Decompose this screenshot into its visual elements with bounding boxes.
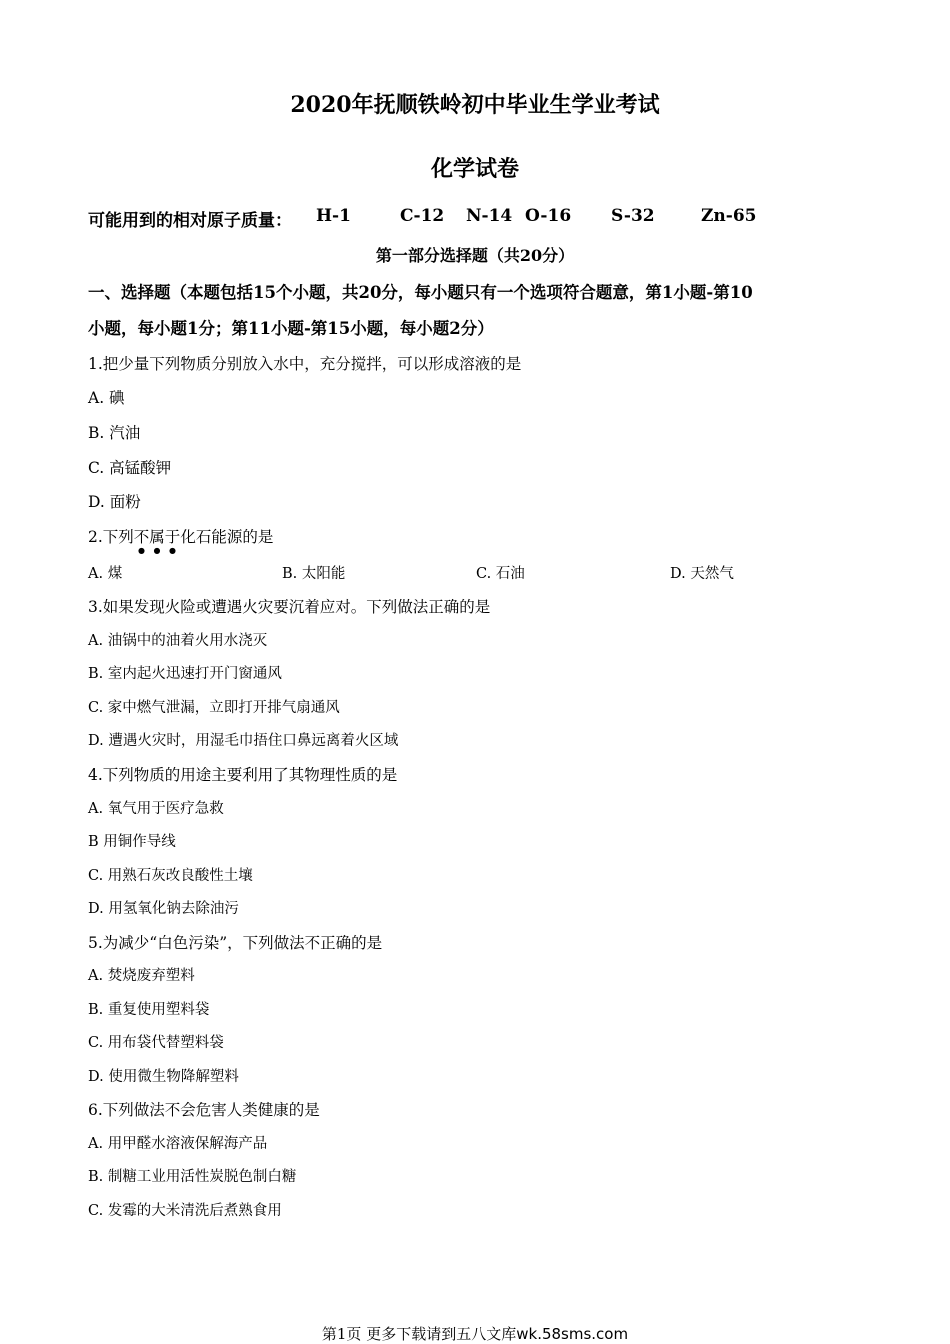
question-4-option-a: A. 氧气用于医疗急救 [88, 801, 224, 817]
question-5-stem: 5.为减少“白色污染”，下列做法不正确的是 [88, 934, 383, 952]
question-3-option-b: B. 室内起火迅速打开门窗通风 [88, 666, 282, 682]
question-1-stem: 1.把少量下列物质分别放入水中，充分搅拌，可以形成溶液的是 [88, 355, 522, 373]
question-1-option-c: C. 高锰酸钾 [88, 459, 172, 477]
question-2-stem [88, 525, 273, 555]
atomic-mass-zn: Zn-65 [701, 206, 757, 226]
question-6-option-b: B. 制糖工业用活性炭脱色制白糖 [88, 1169, 297, 1185]
question-4-option-d: D. 用氢氧化钠去除油污 [88, 901, 239, 917]
question-1-option-a: A. 碘 [88, 389, 125, 407]
question-6-option-c: C. 发霉的大米清洗后煮熟食用 [88, 1203, 282, 1219]
atomic-mass-n: N-14 [466, 206, 513, 226]
exam-subtitle: 化学试卷 [430, 156, 519, 182]
question-2-option-b: B. 太阳能 [282, 566, 346, 582]
question-5-option-a: A. 焚烧废弃塑料 [88, 968, 195, 984]
question-2-stem-pre: 2.下列 [88, 528, 134, 546]
section-instructions-line1: 一、选择题（本题包括15个小题，共20分，每小题只有一个选项符合题意，第1小题-第10 [88, 283, 753, 302]
atomic-mass-h: H-1 [316, 206, 351, 226]
atomic-mass-c: C-12 [400, 206, 445, 226]
question-3-option-c: C. 家中燃气泄漏，立即打开排气扇通风 [88, 700, 340, 716]
question-4-option-c: C. 用熟石灰改良酸性土壤 [88, 868, 253, 884]
question-2-option-c: C. 石油 [476, 566, 525, 582]
question-1-option-d: D. 面粉 [88, 493, 141, 511]
question-3-option-a: A. 油锅中的油着火用水浇灭 [88, 633, 268, 649]
section-instructions-line2: 小题，每小题1分；第11小题-第15小题，每小题2分） [88, 319, 494, 338]
page-number: 第1页 [321, 1325, 362, 1343]
exam-title: 2020年抚顺铁岭初中毕业生学业考试 [290, 92, 660, 118]
page-footer [0, 1323, 950, 1344]
question-2-option-d: D. 天然气 [670, 566, 734, 582]
atomic-mass-s: S-32 [611, 206, 655, 226]
question-2-stem-emphasis: 不属于 [133, 528, 181, 546]
question-2-option-a: A. 煤 [88, 566, 123, 582]
footer-promo: 更多下载请到五八文库 [366, 1325, 517, 1343]
question-5-option-b: B. 重复使用塑料袋 [88, 1002, 210, 1018]
part-heading: 第一部分选择题（共20分） [375, 246, 575, 265]
atomic-mass-o: O-16 [525, 206, 572, 226]
footer-site-link[interactable]: wk.58sms.com [516, 1325, 629, 1343]
atomic-masses-label: 可能用到的相对原子质量： [88, 211, 292, 231]
question-4-option-b: B 用铜作导线 [88, 834, 176, 850]
question-6-stem: 6.下列做法不会危害人类健康的是 [88, 1101, 320, 1119]
question-5-option-c: C. 用布袋代替塑料袋 [88, 1035, 224, 1051]
question-5-option-d: D. 使用微生物降解塑料 [88, 1069, 239, 1085]
question-3-option-d: D. 遭遇火灾时，用湿毛巾捂住口鼻远离着火区域 [88, 733, 399, 749]
question-3-stem: 3.如果发现火险或遭遇火灾要沉着应对。下列做法正确的是 [88, 598, 491, 616]
question-1-option-b: B. 汽油 [88, 424, 141, 442]
question-2-stem-post: 化石能源的是 [180, 528, 274, 546]
question-6-option-a: A. 用甲醛水溶液保解海产品 [88, 1136, 268, 1152]
question-4-stem: 4.下列物质的用途主要利用了其物理性质的是 [88, 766, 398, 784]
